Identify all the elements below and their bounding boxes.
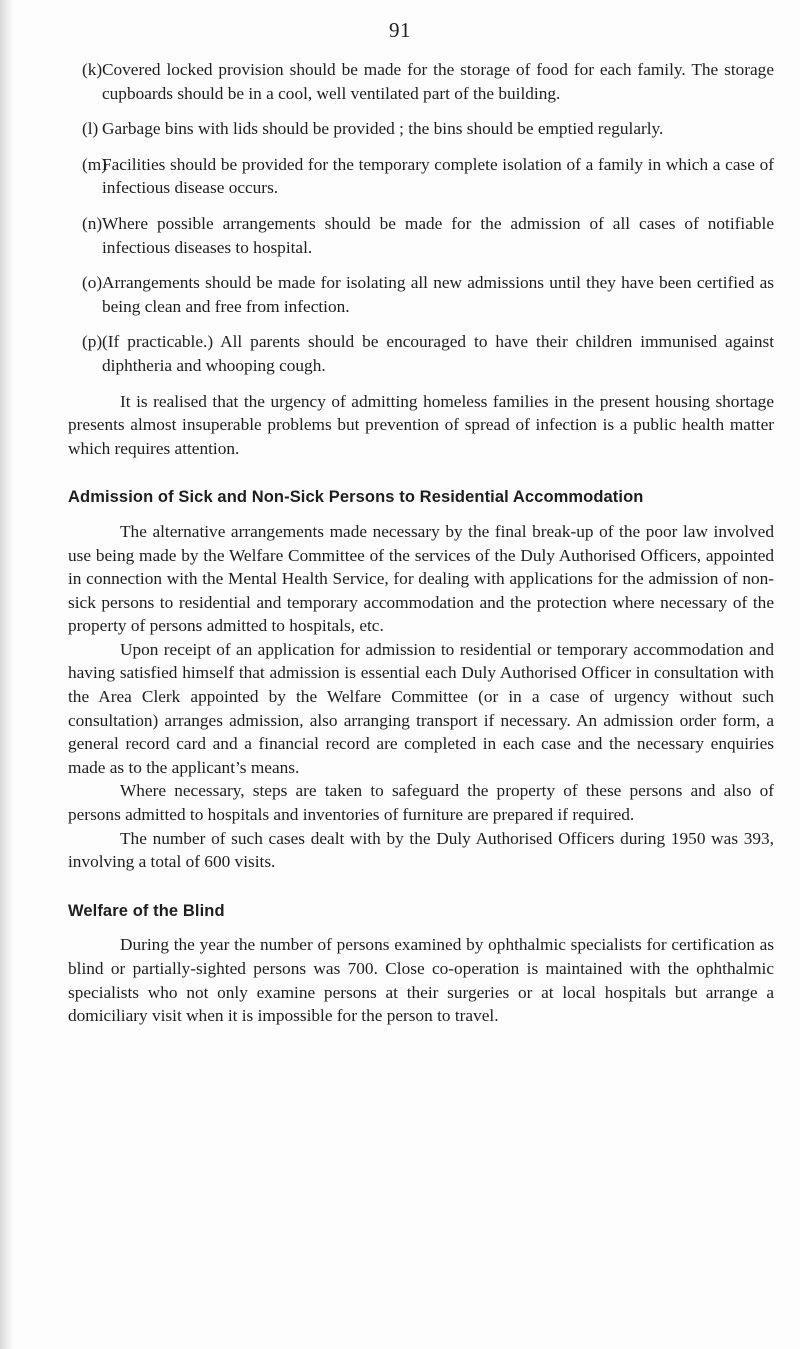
list-item-label: (k) [82, 60, 103, 79]
page-number: 91 [389, 18, 411, 42]
binding-edge [0, 0, 14, 1349]
list-item-label: (l) [82, 119, 99, 139]
page-content [68, 58, 774, 1028]
list-item-text: Facilities should be provided for the temporary complete isolation of a family in which a case of infectious disease occurs. [102, 154, 774, 198]
admission-paragraph-1: The alternative arrangements made necessary by the final break-up of the poor law involved use being made by the Welfare Committee of the services of the Duly Authorised Officers, appointed in connection with the Mental Health Service, for dealing with applications for the admission of non-sick persons to residential and temporary accommodation and the protection where necessary of the property of persons admitted to hospitals, etc. [68, 521, 774, 636]
section-heading-admission: Admission of Sick and Non-Sick Persons to Residential Accommodation [68, 488, 644, 507]
list-item-l [68, 117, 774, 141]
intro-paragraph: It is realised that the urgency of admitting homeless families in the present housing shortage presents almost insuperable problems but prevention of spread of infection is a public health matter which requires attention. [68, 391, 774, 458]
list-item-text: Covered locked provision should be made for the storage of food for each family. The storage cupboards should be in a cool, well ventilated part of the building. [102, 60, 774, 103]
section-heading-blind: Welfare of the Blind [68, 901, 225, 920]
list-item-m [68, 153, 774, 200]
list-item-label: (p) [82, 332, 103, 352]
list-item-text: Arrangements should be made for isolating all new admissions until they have been certified as being clean and free from infection. [102, 273, 774, 316]
admission-paragraph-4: The number of such cases dealt with by the Duly Authorised Officers during 1950 was 393, involving a total of 600 visits. [68, 828, 774, 872]
list-item-o [68, 271, 774, 318]
list-item-text: (If practicable.) All parents should be encouraged to have their children immunised against diphtheria and whooping cough. [102, 332, 774, 375]
list-item-k [68, 58, 774, 105]
list-item-label: (o) [82, 273, 103, 293]
list-item-n [68, 212, 774, 259]
list-item-label: (n) [82, 213, 103, 233]
list-item-text: Where possible arrangements should be made for the admission of all cases of notifiable infectious diseases to hospital. [102, 213, 774, 257]
admission-paragraph-2: Upon receipt of an application for admission to residential or temporary accommodation and having satisfied himself that admission is essential each Duly Authorised Officer in consultation with the Area Clerk appointed by the Welfare Committee (or in a case of urgency without such consultation) arranges admission, also arranging transport if necessary. An admission order form, a general record card and a financial record are completed in each case and the necessary enquiries made as to the applicant’s means. [68, 639, 774, 777]
list-item-p [68, 330, 774, 377]
list-item-label: (m) [82, 154, 107, 174]
blind-paragraph-1: During the year the number of persons examined by ophthalmic specialists for certification as blind or partially-sighted persons was 700. Close co-operation is maintained with the ophthalmic specialists who not only examine persons at their surgeries or at local hospitals but arrange a domiciliary visit when it is impossible for the person to travel. [68, 935, 774, 1026]
admission-paragraph-3: Where necessary, steps are taken to safeguard the property of these persons and also of persons admitted to hospitals and inventories of furniture are prepared if required. [68, 781, 774, 825]
list-item-text: Garbage bins with lids should be provided ; the bins should be emptied regularly. [102, 119, 664, 139]
